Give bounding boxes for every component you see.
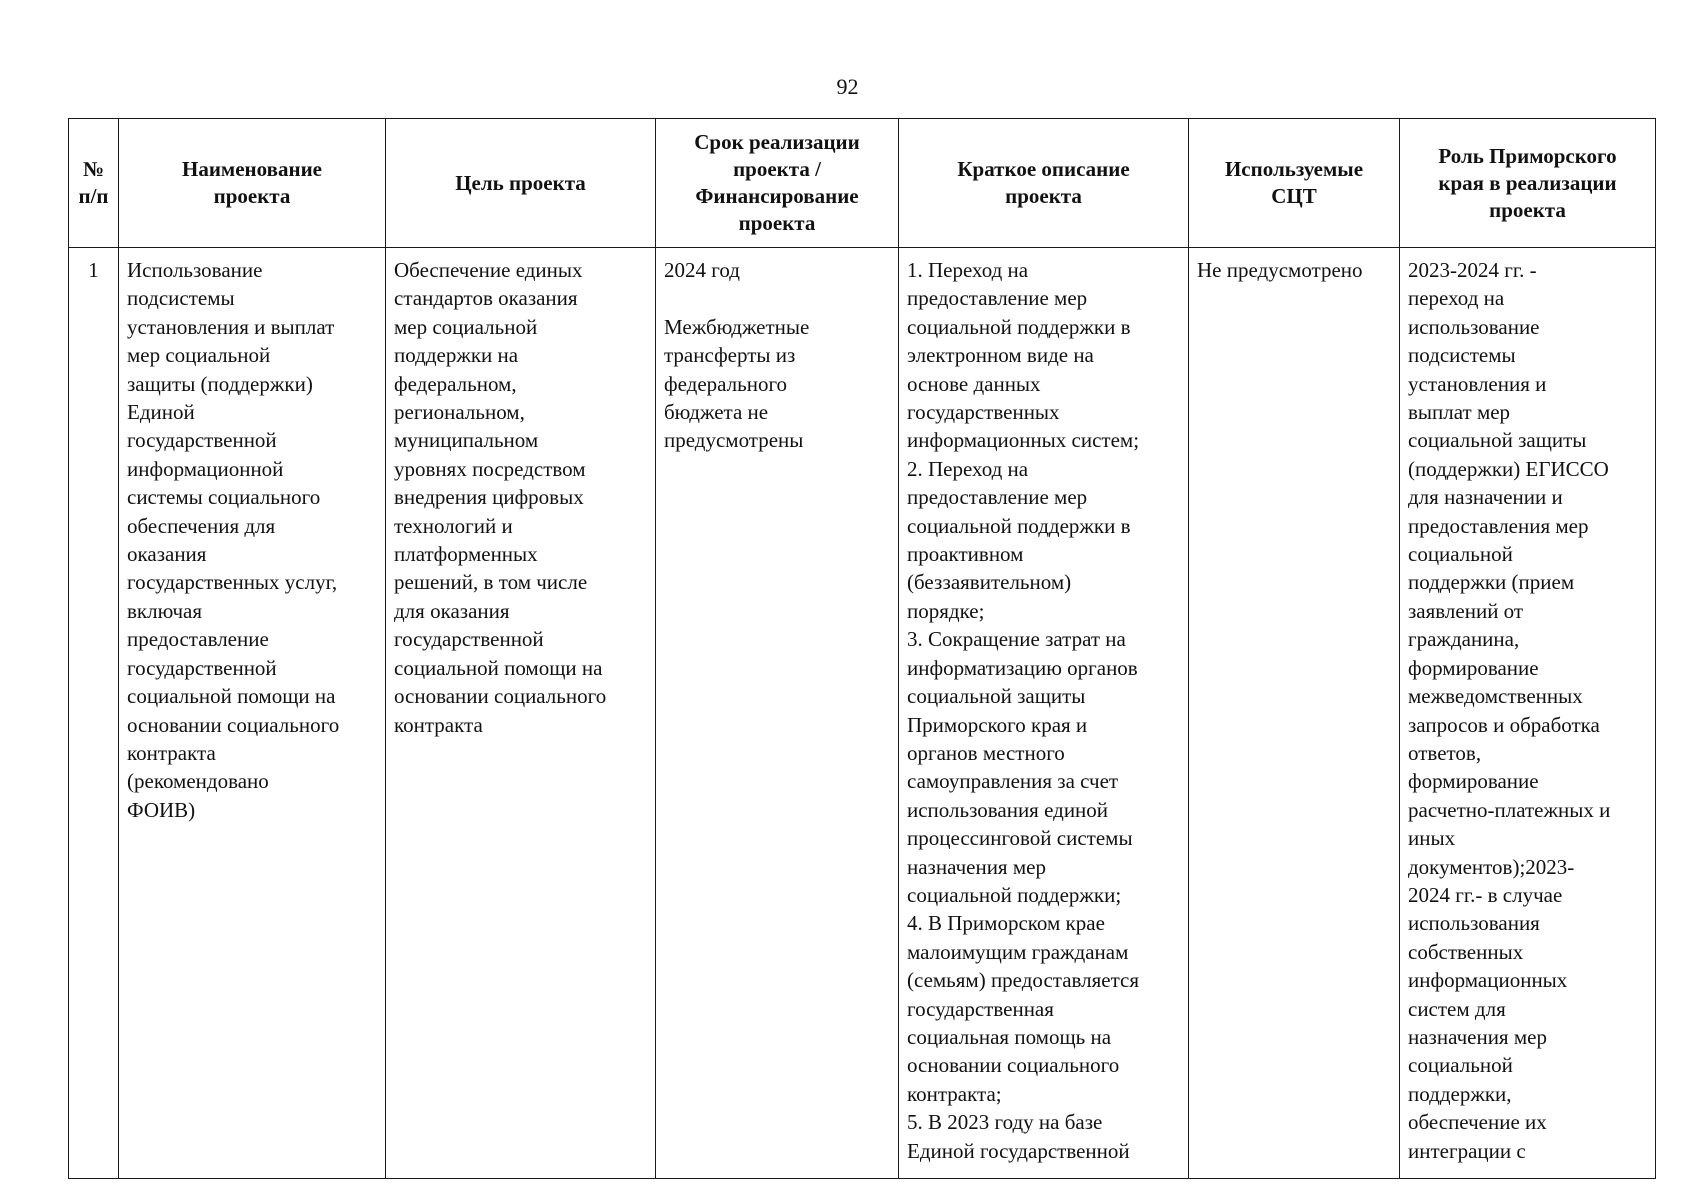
project-table: [68, 118, 1656, 1179]
table-row: [69, 248, 1656, 1179]
page-number: 92: [836, 74, 859, 99]
header-number: № п/п: [69, 119, 119, 248]
table-header-row: [69, 119, 1656, 248]
row-number: 1: [69, 248, 119, 1179]
row-financing: Межбюджетные трансферты из федерального бюджета не предусмотрены: [664, 314, 810, 453]
header-region-role: Роль Приморского края в реализации проекта: [1400, 119, 1656, 248]
row-description: 1. Переход на предоставление мер социальной поддержки в электронном виде на основе данных государственных информационных систем; 2. Переход на предоставление мер социальной поддержки в проактивном (беззаявительном) порядке; 3. Сокращение затрат на информатизацию органов социальной защиты Приморского края и органов местного самоуправления за счет использования единой процессинговой системы назначения мер социальной поддержки; 4. В Приморском крае малоимущим гражданам (семьям) предоставляется государственная социальная помощь на основании социального контракта; 5. В 2023 году на базе Единой государственной: [899, 248, 1189, 1179]
row-project-goal: Обеспечение единых стандартов оказания мер социальной поддержки на федеральном, региональном, муниципальном уровнях посредством внедрения цифровых технологий и платформенных решений, в том числе для оказания государственной социальной помощи на основании социального контракта: [386, 248, 656, 1179]
header-project-name: Наименование проекта: [119, 119, 386, 248]
header-technologies: Используемые СЦТ: [1189, 119, 1400, 248]
row-region-role: 2023-2024 гг. - переход на использование подсистемы установления и выплат мер социальной защиты (поддержки) ЕГИССО для назначении и предоставления мер социальной поддержки (прием заявлений от гражданина, формирование межведомственных запросов и обработка ответов, формирование расчетно-платежных и иных документов);2023- 2024 гг.- в случае использования собственных информационных систем для назначения мер социальной поддержки, обеспечение их интеграции с: [1400, 248, 1656, 1179]
row-term-year: 2024 год: [664, 258, 740, 282]
header-description: Краткое описание проекта: [899, 119, 1189, 248]
header-project-goal: Цель проекта: [386, 119, 656, 248]
row-term-financing: [656, 248, 899, 1179]
row-project-name: Использование подсистемы установления и выплат мер социальной защиты (поддержки) Единой государственной информационной системы социального обеспечения для оказания государственных услуг, включая предоставление государственной социальной помощи на основании социального контракта (рекомендовано ФОИВ): [119, 248, 386, 1179]
row-technologies: Не предусмотрено: [1189, 248, 1400, 1179]
header-term-financing: Срок реализации проекта / Финансирование проекта: [656, 119, 899, 248]
